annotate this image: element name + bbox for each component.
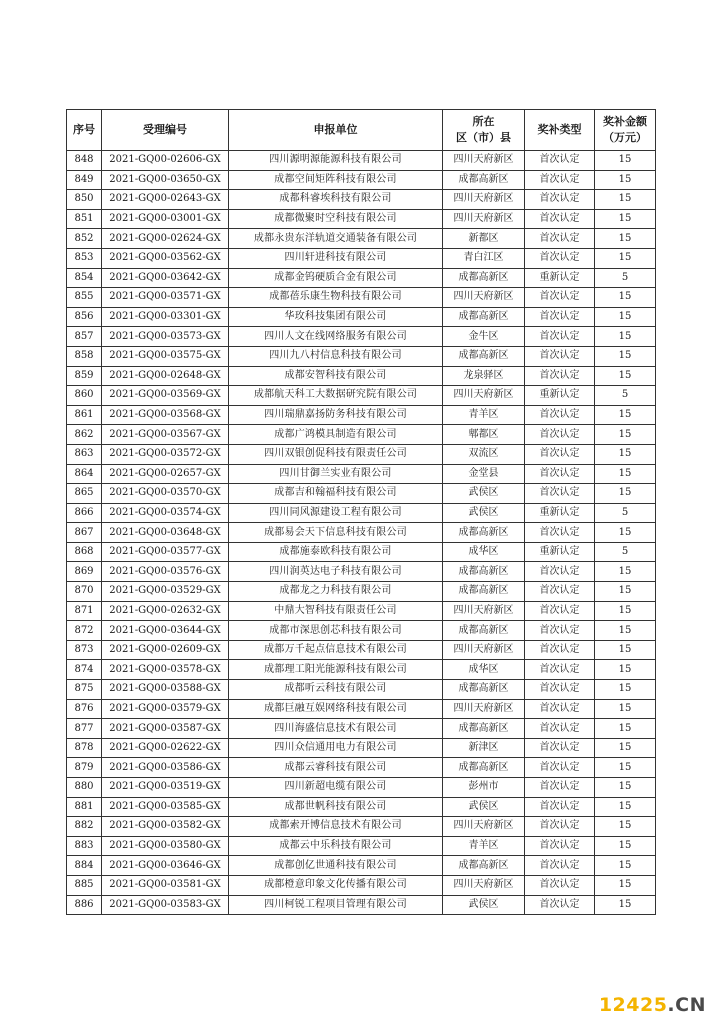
table-row [67,444,656,464]
cell-type: 首次认定 [525,640,595,660]
cell-seq: 866 [67,503,102,523]
table-row [67,268,656,288]
cell-type: 重新认定 [525,386,595,406]
table-row [67,895,656,915]
cell-district: 成都高新区 [443,582,525,602]
cell-district: 成都高新区 [443,562,525,582]
cell-seq: 880 [67,778,102,798]
cell-code: 2021-GQ00-02643-GX [102,190,229,210]
table-header-row [67,110,656,151]
cell-amount: 15 [595,836,656,856]
cell-seq: 874 [67,660,102,680]
cell-code: 2021-GQ00-02657-GX [102,464,229,484]
watermark-number: 12425 [598,994,668,1016]
table-row [67,542,656,562]
cell-type: 重新认定 [525,542,595,562]
cell-type: 首次认定 [525,444,595,464]
cell-unit: 成都理工阳光能源科技有限公司 [229,660,443,680]
cell-seq: 881 [67,797,102,817]
cell-amount: 15 [595,346,656,366]
table-row [67,719,656,739]
cell-code: 2021-GQ00-03642-GX [102,268,229,288]
cell-unit: 成都云中乐科技有限公司 [229,836,443,856]
cell-type: 首次认定 [525,190,595,210]
cell-unit: 成都巨融互娱网络科技有限公司 [229,699,443,719]
cell-amount: 15 [595,366,656,386]
cell-district: 金牛区 [443,327,525,347]
cell-type: 首次认定 [525,875,595,895]
cell-code: 2021-GQ00-03579-GX [102,699,229,719]
cell-code: 2021-GQ00-03583-GX [102,895,229,915]
cell-seq: 860 [67,386,102,406]
cell-unit: 成都吉和翰福科技有限公司 [229,484,443,504]
cell-type: 首次认定 [525,209,595,229]
cell-district: 青羊区 [443,836,525,856]
cell-code: 2021-GQ00-03573-GX [102,327,229,347]
cell-type: 首次认定 [525,621,595,641]
cell-seq: 884 [67,856,102,876]
header-district-line1: 所在 [472,115,495,129]
table-row [67,209,656,229]
cell-code: 2021-GQ00-03588-GX [102,680,229,700]
cell-type: 首次认定 [525,699,595,719]
table-row [67,582,656,602]
header-code: 受理编号 [102,110,229,151]
cell-type: 首次认定 [525,464,595,484]
cell-seq: 864 [67,464,102,484]
cell-amount: 15 [595,523,656,543]
cell-amount: 15 [595,719,656,739]
cell-amount: 15 [595,797,656,817]
cell-type: 首次认定 [525,151,595,171]
cell-unit: 成都微聚时空科技有限公司 [229,209,443,229]
cell-district: 新都区 [443,229,525,249]
cell-district: 武侯区 [443,895,525,915]
table-row [67,758,656,778]
cell-code: 2021-GQ00-03572-GX [102,444,229,464]
cell-type: 首次认定 [525,680,595,700]
cell-district: 四川天府新区 [443,875,525,895]
cell-amount: 15 [595,444,656,464]
cell-seq: 868 [67,542,102,562]
cell-district: 武侯区 [443,797,525,817]
cell-seq: 849 [67,170,102,190]
cell-seq: 856 [67,307,102,327]
cell-type: 首次认定 [525,601,595,621]
cell-type: 首次认定 [525,229,595,249]
cell-amount: 15 [595,307,656,327]
cell-district: 四川天府新区 [443,386,525,406]
cell-type: 首次认定 [525,778,595,798]
cell-district: 双流区 [443,444,525,464]
award-table [66,109,656,915]
cell-type: 首次认定 [525,817,595,837]
cell-type: 首次认定 [525,797,595,817]
cell-unit: 成都龙之力科技有限公司 [229,582,443,602]
cell-type: 重新认定 [525,503,595,523]
table-row [67,621,656,641]
table-row [67,229,656,249]
cell-type: 首次认定 [525,895,595,915]
cell-code: 2021-GQ00-03587-GX [102,719,229,739]
cell-district: 成都高新区 [443,719,525,739]
cell-seq: 872 [67,621,102,641]
cell-amount: 15 [595,621,656,641]
cell-seq: 871 [67,601,102,621]
table-row [67,797,656,817]
table-row [67,738,656,758]
cell-unit: 中鼎大智科技有限责任公司 [229,601,443,621]
cell-code: 2021-GQ00-03575-GX [102,346,229,366]
cell-unit: 成都市深思创芯科技有限公司 [229,621,443,641]
cell-seq: 850 [67,190,102,210]
cell-code: 2021-GQ00-03529-GX [102,582,229,602]
cell-amount: 5 [595,503,656,523]
cell-unit: 四川同风源建设工程有限公司 [229,503,443,523]
cell-unit: 四川甘御兰实业有限公司 [229,464,443,484]
cell-unit: 成都听云科技有限公司 [229,680,443,700]
cell-district: 成都高新区 [443,621,525,641]
cell-type: 首次认定 [525,366,595,386]
cell-type: 首次认定 [525,719,595,739]
cell-seq: 869 [67,562,102,582]
cell-district: 四川天府新区 [443,190,525,210]
cell-seq: 857 [67,327,102,347]
cell-code: 2021-GQ00-03571-GX [102,288,229,308]
cell-seq: 883 [67,836,102,856]
table-row [67,190,656,210]
cell-code: 2021-GQ00-03586-GX [102,758,229,778]
cell-type: 首次认定 [525,758,595,778]
cell-code: 2021-GQ00-03562-GX [102,248,229,268]
cell-type: 首次认定 [525,562,595,582]
table-row [67,601,656,621]
cell-district: 成华区 [443,660,525,680]
cell-type: 首次认定 [525,523,595,543]
watermark-suffix: .CN [667,994,706,1016]
table-row [67,405,656,425]
cell-code: 2021-GQ00-02624-GX [102,229,229,249]
table-row [67,425,656,445]
cell-code: 2021-GQ00-03577-GX [102,542,229,562]
table-row [67,248,656,268]
cell-type: 首次认定 [525,307,595,327]
cell-seq: 875 [67,680,102,700]
header-type: 奖补类型 [525,110,595,151]
cell-seq: 863 [67,444,102,464]
cell-district: 四川天府新区 [443,288,525,308]
cell-code: 2021-GQ00-03650-GX [102,170,229,190]
cell-type: 首次认定 [525,856,595,876]
cell-amount: 15 [595,209,656,229]
cell-seq: 867 [67,523,102,543]
table-row [67,288,656,308]
cell-amount: 15 [595,660,656,680]
cell-unit: 成都创亿世通科技有限公司 [229,856,443,876]
cell-amount: 15 [595,778,656,798]
cell-type: 首次认定 [525,248,595,268]
table-row [67,503,656,523]
cell-unit: 四川新超电缆有限公司 [229,778,443,798]
cell-code: 2021-GQ00-03580-GX [102,836,229,856]
cell-seq: 851 [67,209,102,229]
cell-district: 彭州市 [443,778,525,798]
table-row [67,680,656,700]
cell-unit: 成都永贵东洋轨道交通装备有限公司 [229,229,443,249]
table-row [67,836,656,856]
cell-seq: 853 [67,248,102,268]
cell-code: 2021-GQ00-02632-GX [102,601,229,621]
table-row [67,875,656,895]
cell-code: 2021-GQ00-03570-GX [102,484,229,504]
cell-amount: 15 [595,640,656,660]
cell-district: 成都高新区 [443,680,525,700]
cell-unit: 四川九八村信息科技有限公司 [229,346,443,366]
cell-district: 青白江区 [443,248,525,268]
cell-district: 成华区 [443,542,525,562]
cell-seq: 870 [67,582,102,602]
cell-amount: 5 [595,386,656,406]
table-row [67,523,656,543]
cell-amount: 15 [595,464,656,484]
header-unit: 申报单位 [229,110,443,151]
cell-district: 四川天府新区 [443,817,525,837]
cell-unit: 成都广鸿模具制造有限公司 [229,425,443,445]
cell-seq: 879 [67,758,102,778]
cell-district: 武侯区 [443,503,525,523]
cell-seq: 862 [67,425,102,445]
cell-code: 2021-GQ00-03576-GX [102,562,229,582]
cell-amount: 15 [595,582,656,602]
cell-code: 2021-GQ00-03519-GX [102,778,229,798]
cell-seq: 885 [67,875,102,895]
cell-district: 成都高新区 [443,307,525,327]
cell-seq: 854 [67,268,102,288]
cell-amount: 15 [595,699,656,719]
cell-amount: 15 [595,248,656,268]
cell-amount: 15 [595,484,656,504]
cell-type: 首次认定 [525,836,595,856]
cell-amount: 15 [595,758,656,778]
cell-seq: 877 [67,719,102,739]
cell-unit: 成都云睿科技有限公司 [229,758,443,778]
cell-type: 首次认定 [525,660,595,680]
table-row [67,307,656,327]
cell-code: 2021-GQ00-03585-GX [102,797,229,817]
cell-code: 2021-GQ00-02609-GX [102,640,229,660]
cell-amount: 15 [595,895,656,915]
cell-seq: 873 [67,640,102,660]
cell-district: 龙泉驿区 [443,366,525,386]
cell-unit: 华玫科技集团有限公司 [229,307,443,327]
cell-type: 首次认定 [525,346,595,366]
table-row [67,856,656,876]
cell-amount: 15 [595,601,656,621]
table-row [67,778,656,798]
cell-code: 2021-GQ00-03001-GX [102,209,229,229]
cell-unit: 四川润英达电子科技有限公司 [229,562,443,582]
header-district [443,110,525,151]
cell-code: 2021-GQ00-03567-GX [102,425,229,445]
cell-code: 2021-GQ00-03568-GX [102,405,229,425]
table-row [67,640,656,660]
cell-amount: 15 [595,327,656,347]
cell-amount: 5 [595,268,656,288]
cell-amount: 15 [595,151,656,171]
cell-seq: 848 [67,151,102,171]
cell-unit: 成都航天科工大数据研究院有限公司 [229,386,443,406]
table-row [67,817,656,837]
cell-district: 郫都区 [443,425,525,445]
cell-code: 2021-GQ00-03569-GX [102,386,229,406]
table-row [67,151,656,171]
cell-type: 重新认定 [525,268,595,288]
cell-seq: 882 [67,817,102,837]
cell-amount: 15 [595,170,656,190]
cell-unit: 四川人文在线网络服务有限公司 [229,327,443,347]
cell-amount: 15 [595,875,656,895]
cell-code: 2021-GQ00-02606-GX [102,151,229,171]
cell-unit: 成都空间矩阵科技有限公司 [229,170,443,190]
cell-unit: 成都蓓乐康生物科技有限公司 [229,288,443,308]
cell-code: 2021-GQ00-02622-GX [102,738,229,758]
cell-district: 新津区 [443,738,525,758]
cell-district: 四川天府新区 [443,699,525,719]
cell-type: 首次认定 [525,484,595,504]
cell-unit: 成都橙意印象文化传播有限公司 [229,875,443,895]
cell-seq: 859 [67,366,102,386]
cell-unit: 成都金钨硬质合金有限公司 [229,268,443,288]
table-row [67,562,656,582]
cell-amount: 15 [595,425,656,445]
cell-amount: 15 [595,856,656,876]
cell-seq: 876 [67,699,102,719]
cell-type: 首次认定 [525,405,595,425]
cell-code: 2021-GQ00-03581-GX [102,875,229,895]
cell-amount: 15 [595,562,656,582]
cell-amount: 15 [595,680,656,700]
cell-seq: 886 [67,895,102,915]
table-row [67,170,656,190]
cell-district: 青羊区 [443,405,525,425]
cell-district: 金堂县 [443,464,525,484]
cell-amount: 15 [595,405,656,425]
cell-district: 四川天府新区 [443,601,525,621]
cell-seq: 878 [67,738,102,758]
cell-seq: 861 [67,405,102,425]
cell-unit: 四川双银创促科技有限责任公司 [229,444,443,464]
cell-type: 首次认定 [525,582,595,602]
cell-code: 2021-GQ00-03301-GX [102,307,229,327]
cell-unit: 成都索开博信息技术有限公司 [229,817,443,837]
cell-type: 首次认定 [525,425,595,445]
cell-type: 首次认定 [525,327,595,347]
cell-amount: 15 [595,190,656,210]
cell-district: 四川天府新区 [443,640,525,660]
header-amount-line2: （万元） [603,131,647,144]
table-row [67,699,656,719]
cell-code: 2021-GQ00-03574-GX [102,503,229,523]
cell-type: 首次认定 [525,288,595,308]
cell-code: 2021-GQ00-03648-GX [102,523,229,543]
cell-amount: 15 [595,229,656,249]
cell-seq: 852 [67,229,102,249]
table-row [67,366,656,386]
header-district-line2: 区（市）县 [456,131,511,144]
cell-unit: 成都安智科技有限公司 [229,366,443,386]
cell-district: 四川天府新区 [443,151,525,171]
cell-district: 成都高新区 [443,268,525,288]
cell-unit: 四川瑞鼎嘉扬防务科技有限公司 [229,405,443,425]
cell-seq: 858 [67,346,102,366]
cell-district: 成都高新区 [443,856,525,876]
table-row [67,660,656,680]
cell-unit: 四川轩进科技有限公司 [229,248,443,268]
cell-seq: 865 [67,484,102,504]
cell-district: 成都高新区 [443,170,525,190]
header-amount [595,110,656,151]
cell-type: 首次认定 [525,170,595,190]
cell-code: 2021-GQ00-03582-GX [102,817,229,837]
cell-unit: 四川柯锐工程项目管理有限公司 [229,895,443,915]
cell-amount: 15 [595,738,656,758]
cell-district: 四川天府新区 [443,209,525,229]
cell-district: 成都高新区 [443,523,525,543]
cell-code: 2021-GQ00-03644-GX [102,621,229,641]
cell-code: 2021-GQ00-03646-GX [102,856,229,876]
header-amount-line1: 奖补金额 [603,115,647,129]
cell-unit: 四川众信通用电力有限公司 [229,738,443,758]
cell-district: 成都高新区 [443,346,525,366]
cell-type: 首次认定 [525,738,595,758]
cell-code: 2021-GQ00-03578-GX [102,660,229,680]
cell-unit: 成都万千起点信息技术有限公司 [229,640,443,660]
cell-amount: 15 [595,288,656,308]
table-body [67,151,656,915]
cell-district: 武侯区 [443,484,525,504]
cell-amount: 15 [595,817,656,837]
header-seq: 序号 [67,110,102,151]
site-watermark [599,994,706,1016]
table-row [67,484,656,504]
table-row [67,464,656,484]
cell-unit: 成都世帆科技有限公司 [229,797,443,817]
cell-seq: 855 [67,288,102,308]
cell-district: 成都高新区 [443,758,525,778]
cell-unit: 成都易会天下信息科技有限公司 [229,523,443,543]
table-row [67,327,656,347]
cell-amount: 5 [595,542,656,562]
cell-unit: 成都施泰欧科技有限公司 [229,542,443,562]
cell-code: 2021-GQ00-02648-GX [102,366,229,386]
cell-unit: 四川源明源能源科技有限公司 [229,151,443,171]
cell-unit: 成都科睿埃科技有限公司 [229,190,443,210]
cell-unit: 四川海盛信息技术有限公司 [229,719,443,739]
table-row [67,386,656,406]
table-row [67,346,656,366]
